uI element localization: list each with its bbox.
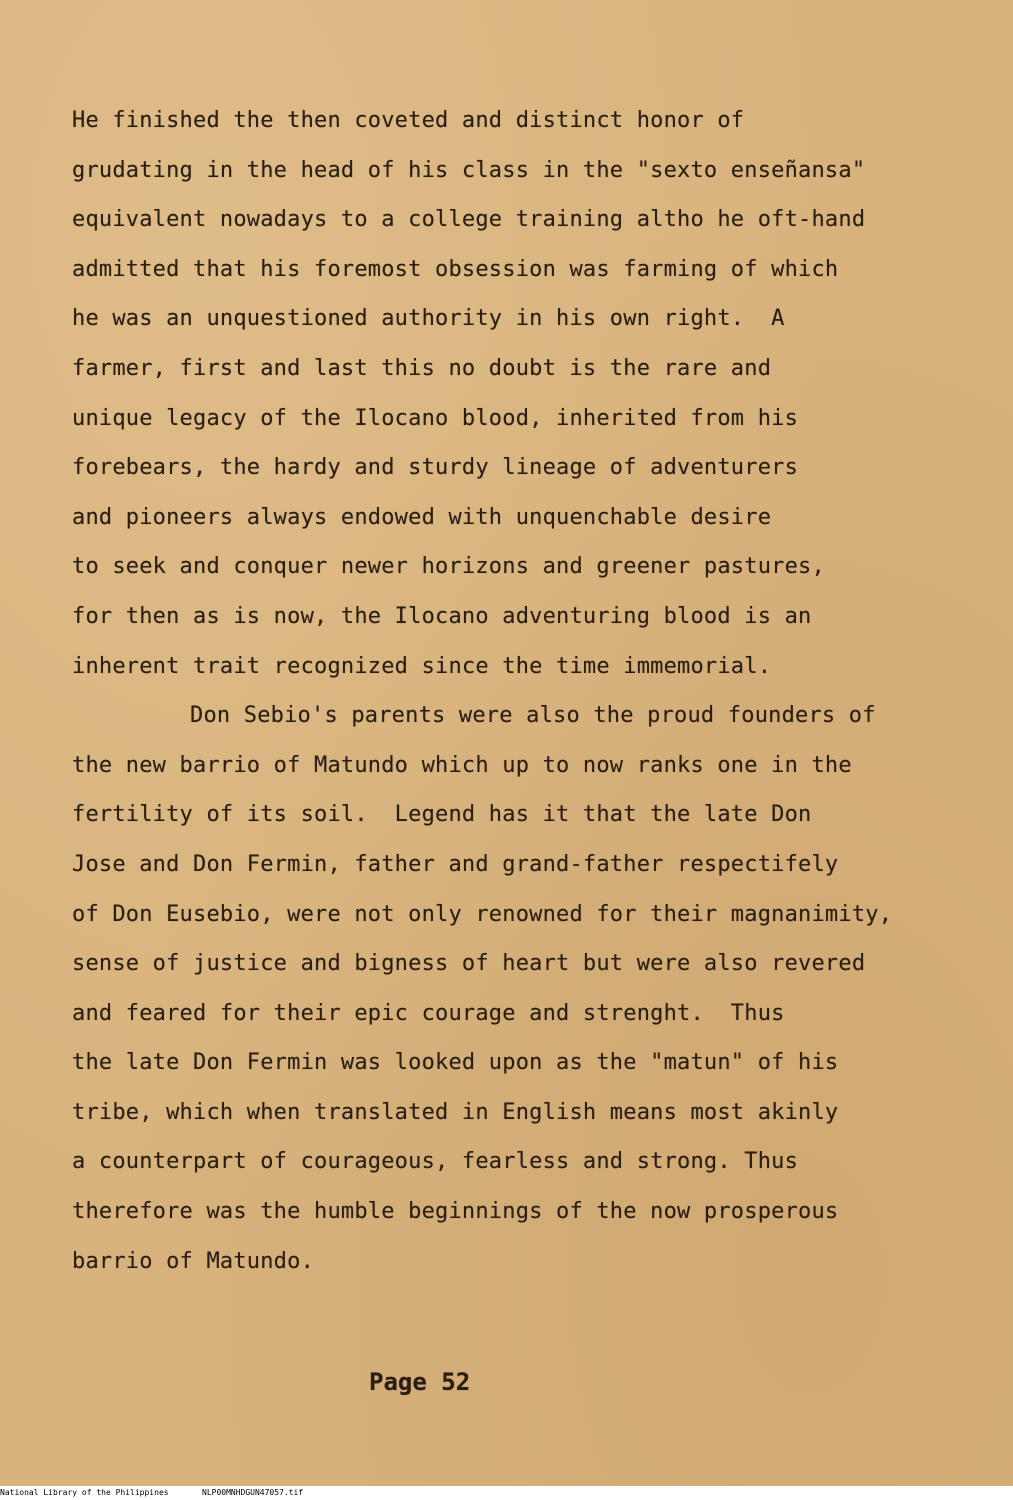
text-line-7: unique legacy of the Ilocano blood, inherited from his [72, 405, 799, 431]
text-line-8: forebears, the hardy and sturdy lineage of adventurers [72, 455, 799, 481]
text-line-18: sense of justice and bigness of heart but were also revered [72, 951, 866, 977]
text-line-3: equivalent nowadays to a college training altho he oft-hand [72, 207, 866, 233]
text-line-10: to seek and conquer newer horizons and greener pastures, [72, 554, 825, 580]
text-line-5: he was an unquestioned authority in his own right. A [72, 306, 785, 332]
text-line-11: for then as is now, the Ilocano adventuring blood is an [72, 603, 812, 629]
text-line-6: farmer, first and last this no doubt is the rare and [72, 355, 772, 381]
archive-filename: NLP00MNHDGUN47057.tif [202, 1488, 304, 1497]
archive-source: National Library of the Philippines [0, 1488, 169, 1497]
page-number: Page 52 [369, 1368, 471, 1396]
text-line-24: barrio of Matundo. [72, 1248, 315, 1274]
archive-footer [0, 1486, 1013, 1500]
text-line-13: Don Sebio's parents were also the proud founders of [190, 703, 876, 729]
text-line-12: inherent trait recognized since the time immemorial. [72, 653, 772, 679]
text-line-17: of Don Eusebio, were not only renowned for their magnanimity, [72, 901, 893, 927]
text-line-2: grudating in the head of his class in the "sexto enseñansa" [72, 157, 866, 183]
text-line-15: fertility of its soil. Legend has it that the late Don [72, 802, 812, 828]
text-line-19: and feared for their epic courage and strenght. Thus [72, 1000, 785, 1026]
text-line-16: Jose and Don Fermin, father and grand-father respectifely [72, 851, 839, 877]
text-line-23: therefore was the humble beginnings of the now prosperous [72, 1199, 839, 1225]
text-line-9: and pioneers always endowed with unquenchable desire [72, 504, 772, 530]
text-line-22: a counterpart of courageous, fearless and strong. Thus [72, 1149, 799, 1175]
text-line-4: admitted that his foremost obsession was farming of which [72, 256, 839, 282]
typed-text-body [72, 96, 992, 1286]
text-line-1: He finished the then coveted and distinct honor of [72, 108, 745, 133]
text-line-14: the new barrio of Matundo which up to now ranks one in the [72, 752, 852, 778]
text-line-20: the late Don Fermin was looked upon as the "matun" of his [72, 1050, 839, 1076]
text-line-21: tribe, which when translated in English means most akinly [72, 1099, 839, 1125]
